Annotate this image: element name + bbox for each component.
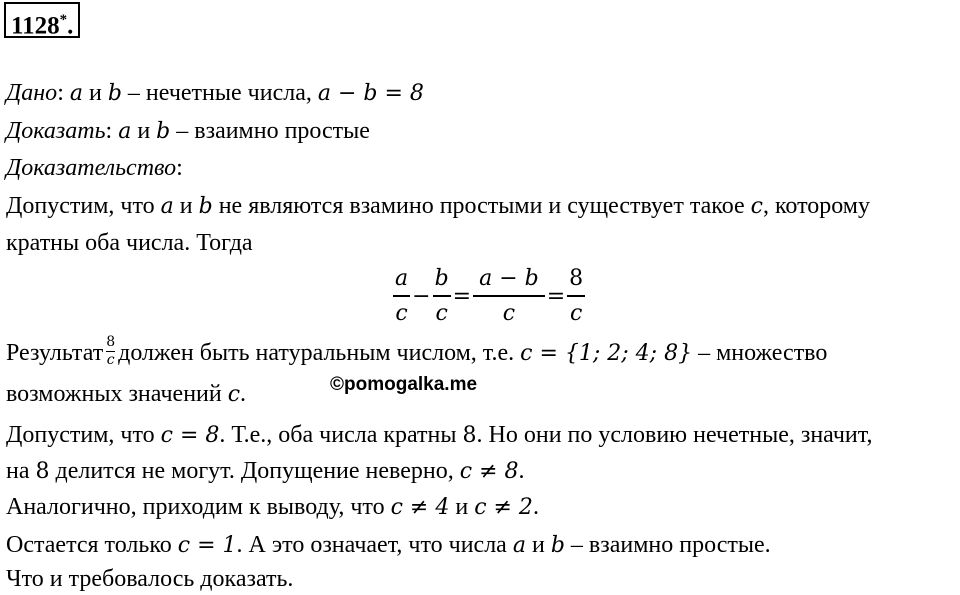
para3-line2-text-1: на: [6, 458, 30, 484]
para2-text-3: – множество: [698, 340, 828, 367]
fraction-denominator: c: [502, 300, 516, 326]
para3-line2-dot: .: [518, 458, 525, 484]
given-text: – нечетные числа,: [127, 80, 312, 106]
para2-line2: [6, 379, 246, 410]
var-b: b: [107, 81, 122, 106]
given-equation: a − b = 8: [317, 81, 424, 106]
para2-text-1: Результат: [6, 340, 104, 367]
para1-text-3: , которому: [762, 193, 870, 219]
fraction-denominator: c: [569, 300, 583, 326]
para3-text-2: . Т.е., оба числа кратны: [219, 422, 457, 448]
prove-line: Доказать: a и b – взаимно простые: [6, 118, 370, 144]
fraction-8-over-c: [567, 264, 585, 329]
fraction-denominator: c: [395, 300, 408, 326]
word-and: и: [455, 494, 469, 520]
var-a: a: [160, 194, 174, 219]
para5-line: [6, 530, 771, 561]
para2-line2-dot: .: [240, 381, 247, 407]
problem-number-text: 1128: [11, 12, 60, 40]
fraction-bar: [567, 295, 585, 297]
para4-dot: .: [532, 494, 539, 520]
para2-text-2: должен быть натуральным числом, т.е.: [118, 340, 515, 367]
var-c: c: [750, 194, 763, 219]
word-and: и: [179, 193, 193, 219]
fraction-b-over-c: [433, 264, 451, 329]
var-b: b: [198, 194, 213, 219]
fraction-numerator: b: [434, 265, 449, 291]
para5-text-1: Остается только: [6, 532, 172, 558]
inequality-c-ne-4: c ≠ 4: [390, 495, 450, 520]
para1-text-line2: кратны оба числа. Тогда: [6, 230, 253, 256]
problem-number: [4, 2, 80, 38]
given-line: Дано: a и b – нечетные числа, a − b = 8: [6, 80, 424, 106]
prove-text: – взаимно простые: [176, 118, 370, 144]
problem-star-mark: *: [59, 12, 68, 28]
problem-number-dot: .: [67, 12, 74, 40]
para5-text-3: – взаимно простые.: [570, 532, 771, 558]
para1-text-2: не являются взамино простыми и существует такое: [218, 193, 745, 219]
minus-sign: −: [412, 283, 431, 309]
fraction-numerator: a − b: [479, 265, 539, 291]
para1-line2: [6, 228, 253, 258]
para3-text-1: Допустим, что: [6, 422, 155, 448]
para1-text-1: Допустим, что: [6, 193, 155, 219]
equals-sign: =: [546, 283, 566, 309]
given-label: Дано: [6, 80, 58, 106]
conclusion-line: [6, 564, 293, 594]
word-and: и: [88, 80, 102, 106]
var-a: a: [512, 533, 526, 558]
para2-line1: [6, 334, 828, 371]
var-a: a: [118, 119, 132, 144]
proof-label: Доказательство: [6, 155, 177, 181]
para3-text-3: . Но они по условию нечетные, значит,: [476, 422, 873, 448]
prove-label: Доказать: [6, 118, 106, 144]
fraction-numerator: 8: [569, 265, 584, 291]
fraction-numerator: a: [395, 265, 409, 291]
para5-text-2: . А это означает, что числа: [236, 532, 507, 558]
inline-fraction-8-over-c: [106, 335, 115, 368]
inequality-c-ne-8: c ≠ 8: [459, 459, 519, 484]
equation-c-equals-8: c = 8: [160, 423, 220, 448]
para4-line: [6, 492, 539, 523]
para1-line1: [6, 191, 870, 222]
site-watermark: ©pomogalka.me: [330, 374, 478, 395]
var-b: b: [550, 533, 565, 558]
para4-text-1: Аналогично, приходим к выводу, что: [6, 494, 385, 520]
fraction-bar: [393, 295, 410, 297]
inline-fraction-numerator: 8: [106, 334, 116, 350]
fraction-bar: [473, 295, 545, 297]
fraction-a-minus-b-over-c: [473, 264, 545, 329]
set-of-c-values: c = {1; 2; 4; 8}: [520, 341, 693, 367]
fraction-a-over-c: [393, 264, 410, 329]
word-and: и: [137, 118, 151, 144]
var-a: a: [69, 81, 83, 106]
conclusion-text: Что и требовалось доказать.: [6, 566, 294, 592]
proof-label-line: Доказательство:: [6, 155, 183, 181]
var-b: b: [156, 119, 171, 144]
para3-line2: [6, 456, 525, 487]
equals-sign: =: [452, 283, 472, 309]
equation-c-equals-1: c = 1: [177, 533, 237, 558]
fraction-denominator: c: [435, 300, 448, 326]
para2-line2-text: возможных значений: [6, 381, 222, 407]
word-and: и: [531, 532, 545, 558]
main-formula: [393, 262, 585, 330]
para3-line1: [6, 420, 872, 451]
inline-fraction-denominator: c: [106, 352, 115, 368]
para3-line2-text-2: делится не могут. Допущение неверно,: [55, 458, 454, 484]
number-8: 8: [462, 423, 477, 448]
number-8: 8: [35, 459, 50, 484]
var-c: c: [227, 382, 241, 407]
inequality-c-ne-2: c ≠ 2: [474, 495, 533, 520]
fraction-bar: [433, 295, 451, 297]
